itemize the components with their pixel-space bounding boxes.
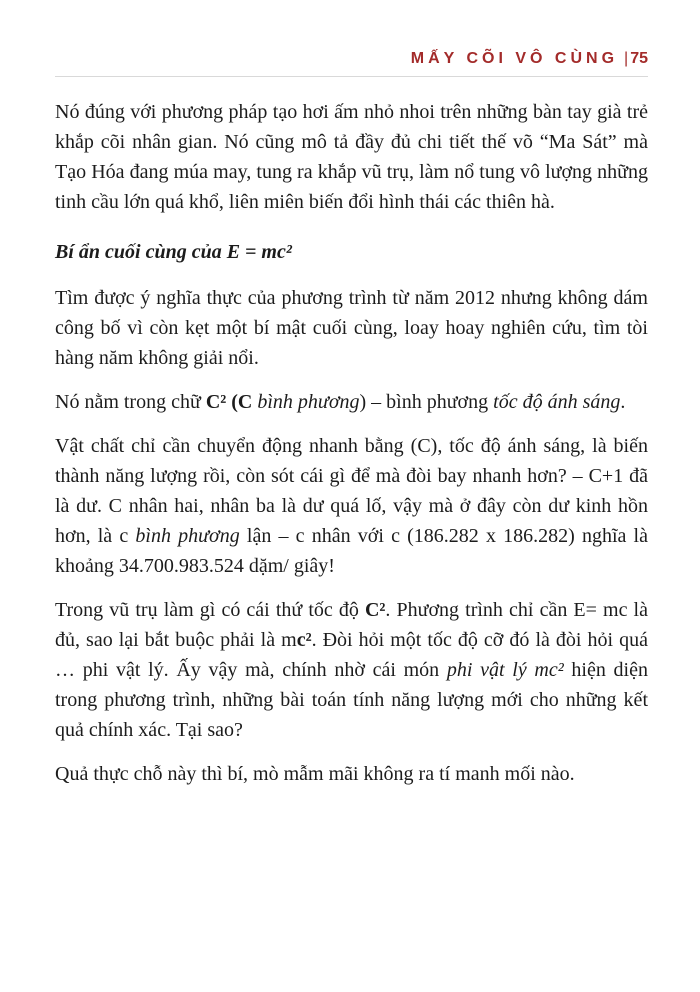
text-run: bình phương — [257, 391, 360, 413]
paragraph — [55, 97, 648, 217]
text-run: Trong vũ trụ làm gì có cái thứ tốc độ — [55, 599, 365, 621]
text-run: Nó đúng với phương pháp tạo hơi ấm nhỏ nhoi trên những bàn tay già trẻ khắp cõi nhân gian. Nó cũng mô tả đầy đủ chi tiết thế võ “Ma Sát” mà Tạo Hóa đang múa may, tung ra khắp vũ trụ, làm nổ tung vô lượng những tinh cầu lớn quá khổ, liên miên biến đổi hình thái các thiên hà. — [55, 101, 648, 213]
section-heading — [55, 237, 648, 267]
running-header-separator: | — [624, 50, 629, 67]
text-run: Quả thực chỗ này thì bí, mò mẫm mãi không ra tí manh mối nào. — [55, 763, 575, 785]
header-rule — [55, 76, 648, 77]
page-content — [55, 97, 648, 789]
text-run: . Đòi hỏi một tốc độ cỡ đó là đòi hỏi quá … phi vật lý. Ấy vậy mà, chính nhờ cái món — [55, 629, 649, 681]
running-header-title: MẤY CÕI VÔ CÙNG — [410, 50, 619, 67]
text-run: . Phương trình chỉ cần E= mc là đủ, sao lại bắt buộc phải là m — [55, 599, 648, 651]
paragraph — [55, 431, 648, 581]
running-header — [55, 50, 648, 76]
page-number: 75 — [630, 50, 648, 67]
text-run: phi vật lý mc² — [446, 659, 564, 681]
text-run: Bí ẩn cuối cùng của E = mc² — [55, 241, 292, 263]
text-run: bình phương — [135, 525, 240, 547]
text-run: Vật chất chỉ cần chuyển động nhanh bằng (C), tốc độ ánh sáng, là biến thành năng lượng rồi, còn sót cái gì để mà đòi bay nhanh hơn? – C+1 đã là dư. C nhân hai, nhân ba là dư quá lố, vậy mà ở đây còn dư kinh hồn hơn, là c — [55, 435, 648, 547]
paragraph — [55, 283, 648, 373]
text-run: tốc độ ánh sáng — [493, 391, 621, 413]
paragraph — [55, 595, 648, 745]
text-run: Nó nằm trong chữ — [55, 391, 206, 413]
text-run: lận – c nhân với c (186.282 x 186.282) nghĩa là khoảng 34.700.983.524 dặm/ giây! — [55, 525, 648, 577]
text-run: C² (C — [205, 391, 253, 413]
text-run: . — [620, 391, 626, 413]
text-run: ) – bình phương — [359, 391, 494, 413]
text-run: hiện diện trong phương trình, những bài toán tính năng lượng mới cho những kết quả chính xác. Tại sao? — [55, 659, 648, 741]
text-run: C² — [364, 599, 386, 621]
paragraph — [55, 387, 648, 417]
text-run: c² — [296, 629, 312, 651]
text-run: Tìm được ý nghĩa thực của phương trình từ năm 2012 nhưng không dám công bố vì còn kẹt một bí mật cuối cùng, loay hoay nghiên cứu, tìm tòi hàng năm không giải nổi. — [55, 287, 648, 369]
paragraph — [55, 759, 648, 789]
